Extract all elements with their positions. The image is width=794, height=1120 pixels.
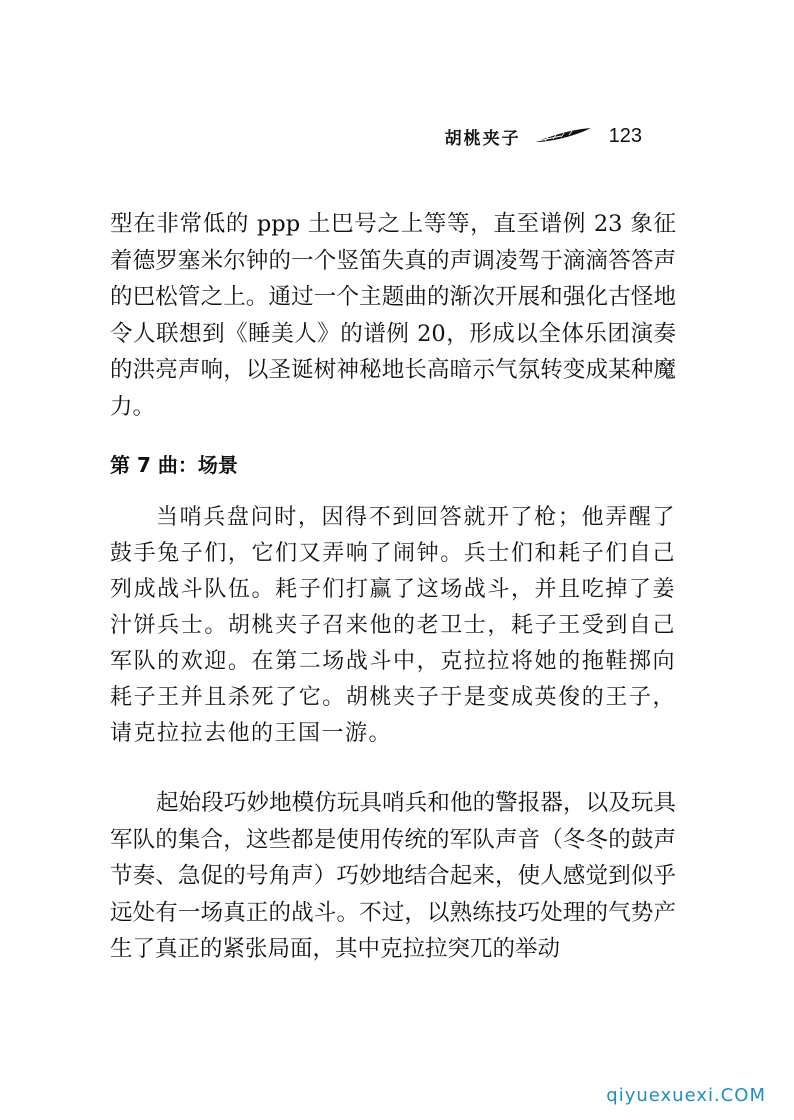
watermark: qiyuexuexi.COM <box>606 1085 766 1106</box>
synopsis-paragraph: 当哨兵盘问时，因得不到回答就开了枪；他弄醒了鼓手兔子们，它们又弄响了闹钟。兵士们和耗子们自己列成战斗队伍。耗子们打赢了这场战斗，并且吃掉了姜汁饼兵士。胡桃夹子召来他的老卫士，耗子王受到自己军队的欢迎。在第二场战斗中，克拉拉将她的拖鞋掷向耗子王并且杀死了它。胡桃夹子于是变成英俊的王子，请克拉拉去他的王国一游。 <box>110 505 676 746</box>
body-paragraph-1: 型在非常低的 ppp 土巴号之上等等，直至谱例 23 象征着德罗塞米尔钟的一个竖笛失真的声调凌驾于滴滴答答声的巴松管之上。通过一个主题曲的渐次开展和强化古怪地令人联想到《睡美人》的谱例 20，形成以全体乐团演奏的洪亮声响，以圣诞树神秘地长高暗示气氛转变成某种魔力。 <box>110 211 676 420</box>
feather-quill-icon <box>531 126 593 148</box>
running-title: 胡桃夹子 <box>444 129 521 149</box>
body-paragraph-3: 起始段巧妙地模仿玩具哨兵和他的警报器，以及玩具军队的集合，这些都是使用传统的军队声音（冬冬的鼓声节奏、急促的号角声）巧妙地结合起来，使人感觉到似乎远处有一场真正的战斗。不过，以熟练技巧处理的气势产生了真正的紧张局面，其中克拉拉突兀的举动 <box>110 790 676 962</box>
page-header <box>445 124 642 149</box>
page-number: 123 <box>608 125 642 147</box>
section-heading: 第 7 曲：场景 <box>110 453 238 477</box>
